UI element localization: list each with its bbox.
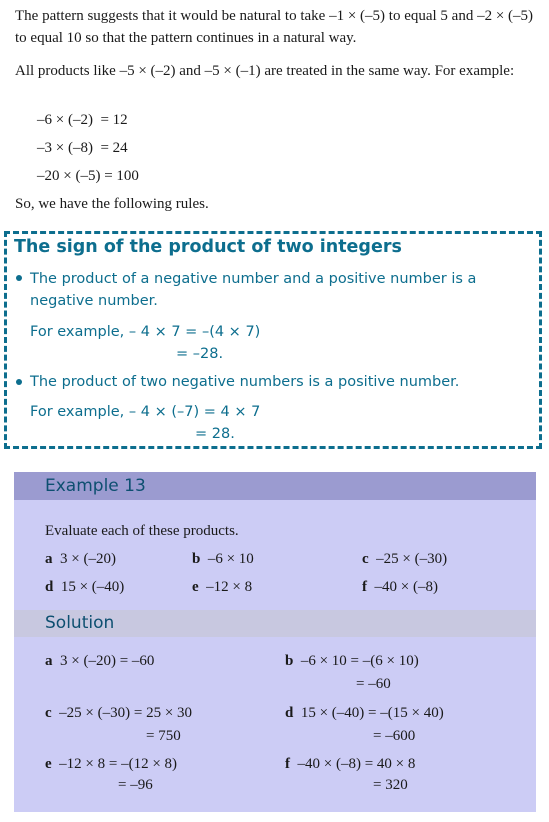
item-label: c — [45, 705, 52, 721]
solution-item-f-line-2: = 320 — [373, 777, 408, 793]
intro-paragraph-3: So, we have the following rules. — [15, 196, 209, 212]
item-expr: 3 × (–20) — [60, 551, 116, 567]
rule-bullet-2-example-line-2: = 28. — [195, 426, 235, 442]
rule-bullet-1-example-line-1: For example, – 4 × 7 = –(4 × 7) — [30, 324, 261, 340]
item-label: f — [285, 756, 290, 772]
solution-line-1: –40 × (–8) = 40 × 8 — [297, 756, 416, 772]
rule-bullet-1-line-1: The product of a negative number and a positive number is a — [30, 271, 477, 287]
bullet-icon — [16, 379, 22, 385]
solution-item-e — [45, 754, 177, 774]
item-label: d — [45, 579, 54, 595]
item-label: b — [285, 653, 294, 669]
solution-item-e-line-2: = –96 — [118, 777, 153, 793]
item-expr: –12 × 8 — [206, 579, 253, 595]
item-label: e — [192, 579, 199, 595]
rule-bullet-1-line-2: negative number. — [30, 293, 158, 309]
rule-bullet-2-example-line-1: For example, – 4 × (–7) = 4 × 7 — [30, 404, 261, 420]
example-item-d — [45, 577, 124, 597]
solution-item-b — [285, 651, 419, 671]
item-label: a — [45, 551, 53, 567]
solution-title: Solution — [45, 613, 115, 633]
solution-line-1: –25 × (–30) = 25 × 30 — [59, 705, 193, 721]
item-label: c — [362, 551, 369, 567]
item-label: a — [45, 653, 53, 669]
bullet-icon — [16, 275, 22, 281]
solution-line-1: 15 × (–40) = –(15 × 40) — [300, 705, 444, 721]
intro-example-2: –3 × (–8) = 24 — [37, 140, 128, 156]
example-item-a — [45, 549, 116, 569]
item-label: e — [45, 756, 52, 772]
solution-item-c — [45, 703, 192, 723]
intro-example-3: –20 × (–5) = 100 — [37, 168, 139, 184]
item-label: b — [192, 551, 201, 567]
example-title: Example 13 — [45, 476, 146, 496]
item-label: f — [362, 579, 367, 595]
rule-bullet-1-example-line-2: = –28. — [176, 346, 224, 362]
example-item-e — [192, 577, 252, 597]
item-expr: –6 × 10 — [207, 551, 254, 567]
rule-title: The sign of the product of two integers — [14, 237, 402, 257]
solution-item-d — [285, 703, 444, 723]
intro-example-1: –6 × (–2) = 12 — [37, 112, 128, 128]
solution-line-1: –12 × 8 = –(12 × 8) — [59, 756, 178, 772]
example-prompt: Evaluate each of these products. — [45, 523, 239, 539]
solution-item-f — [285, 754, 415, 774]
example-item-b — [192, 549, 254, 569]
rule-bullet-2-line-1: The product of two negative numbers is a positive number. — [30, 374, 460, 390]
intro-paragraph-1: The pattern suggests that it would be natural to take –1 × (–5) to equal 5 and –2 × (–5) to equal 10 so that the pattern continues in a natural way. — [15, 8, 534, 46]
solution-item-c-line-2: = 750 — [146, 728, 181, 744]
solution-item-b-line-2: = –60 — [356, 676, 391, 692]
item-expr: 15 × (–40) — [60, 579, 125, 595]
item-expr: –40 × (–8) — [374, 579, 438, 595]
solution-item-a — [45, 651, 154, 671]
solution-item-d-line-2: = –600 — [373, 728, 416, 744]
example-item-c — [362, 549, 447, 569]
solution-line-1: 3 × (–20) = –60 — [60, 653, 155, 669]
item-expr: –25 × (–30) — [376, 551, 448, 567]
example-item-f — [362, 577, 438, 597]
item-label: d — [285, 705, 294, 721]
intro-paragraph-2: All products like –5 × (–2) and –5 × (–1) are treated in the same way. For example: — [15, 63, 515, 79]
solution-line-1: –6 × 10 = –(6 × 10) — [300, 653, 419, 669]
